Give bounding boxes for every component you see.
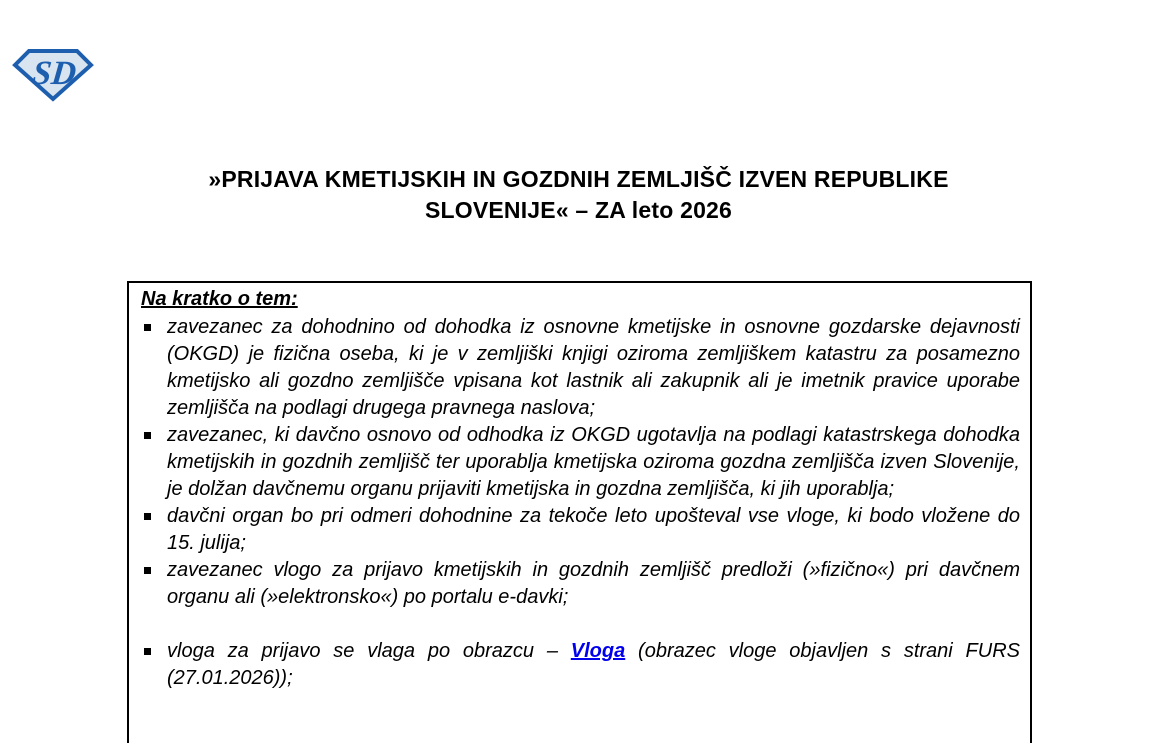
sd-diamond-logo-icon (12, 48, 94, 102)
bullet-item-3 (141, 503, 1020, 557)
bullet-text-before-link: vloga za prijavo se vlaga po obrazcu – (167, 640, 571, 662)
bullet-item-4 (141, 557, 1020, 611)
bullet-marker-icon (144, 324, 151, 331)
bullet-item-2 (141, 422, 1020, 503)
logo-letters: SD (30, 55, 78, 92)
bullet-text: zavezanec za dohodnino od dohodka iz osnovne kmetijske in osnovne gozdarske dejavnosti (OKGD) je fizična oseba, ki je v zemljiški knjigi oziroma zemljiškem katastru za posamezno kmetijsko ali gozdno zemljišče vpisana kot lastnik ali zakupnik ali je imetnik pravice uporabe zemljišča na podlagi drugega pravnega naslova; (167, 316, 1020, 419)
bullet-text-after-link: (obrazec vloge objavljen s strani FURS (27.01.2026)); (167, 640, 1021, 689)
page-title-line-2: SLOVENIJE« – ZA leto 2026 (424, 197, 733, 223)
bullet-text: zavezanec vlogo za prijavo kmetijskih in gozdnih zemljišč predloži (»fizično«) pri davčnem organu ali (»elektronsko«) po portalu e-davki; (167, 559, 1020, 608)
bullet-item-5 (141, 638, 1020, 692)
bullet-marker-icon (144, 432, 151, 439)
summary-box-heading: Na kratko o tem: (141, 288, 298, 310)
bullet-text: davčni organ bo pri odmeri dohodnine za tekoče leto upošteval vse vloge, ki bodo vložene do 15. julija; (167, 505, 1020, 554)
bullet-marker-icon (144, 567, 151, 574)
page-title (0, 164, 1157, 226)
bullet-marker-icon (144, 648, 151, 655)
bullet-marker-icon (144, 513, 151, 520)
bullet-text: zavezanec, ki davčno osnovo od odhodka iz OKGD ugotavlja na podlagi katastrskega dohodka kmetijskih in gozdnih zemljišč ter uporablja kmetijska oziroma gozdna zemljišča izven Slovenije, je dolžan davčnemu organu prijaviti kmetijska in gozdna zemljišča, ki jih uporablja; (167, 424, 1020, 500)
bullet-item-1 (141, 314, 1020, 422)
vloga-form-link[interactable]: Vloga (570, 640, 626, 662)
page-title-line-1: »PRIJAVA KMETIJSKIH IN GOZDNIH ZEMLJIŠČ IZVEN REPUBLIKE (208, 166, 949, 192)
summary-box (127, 281, 1032, 743)
